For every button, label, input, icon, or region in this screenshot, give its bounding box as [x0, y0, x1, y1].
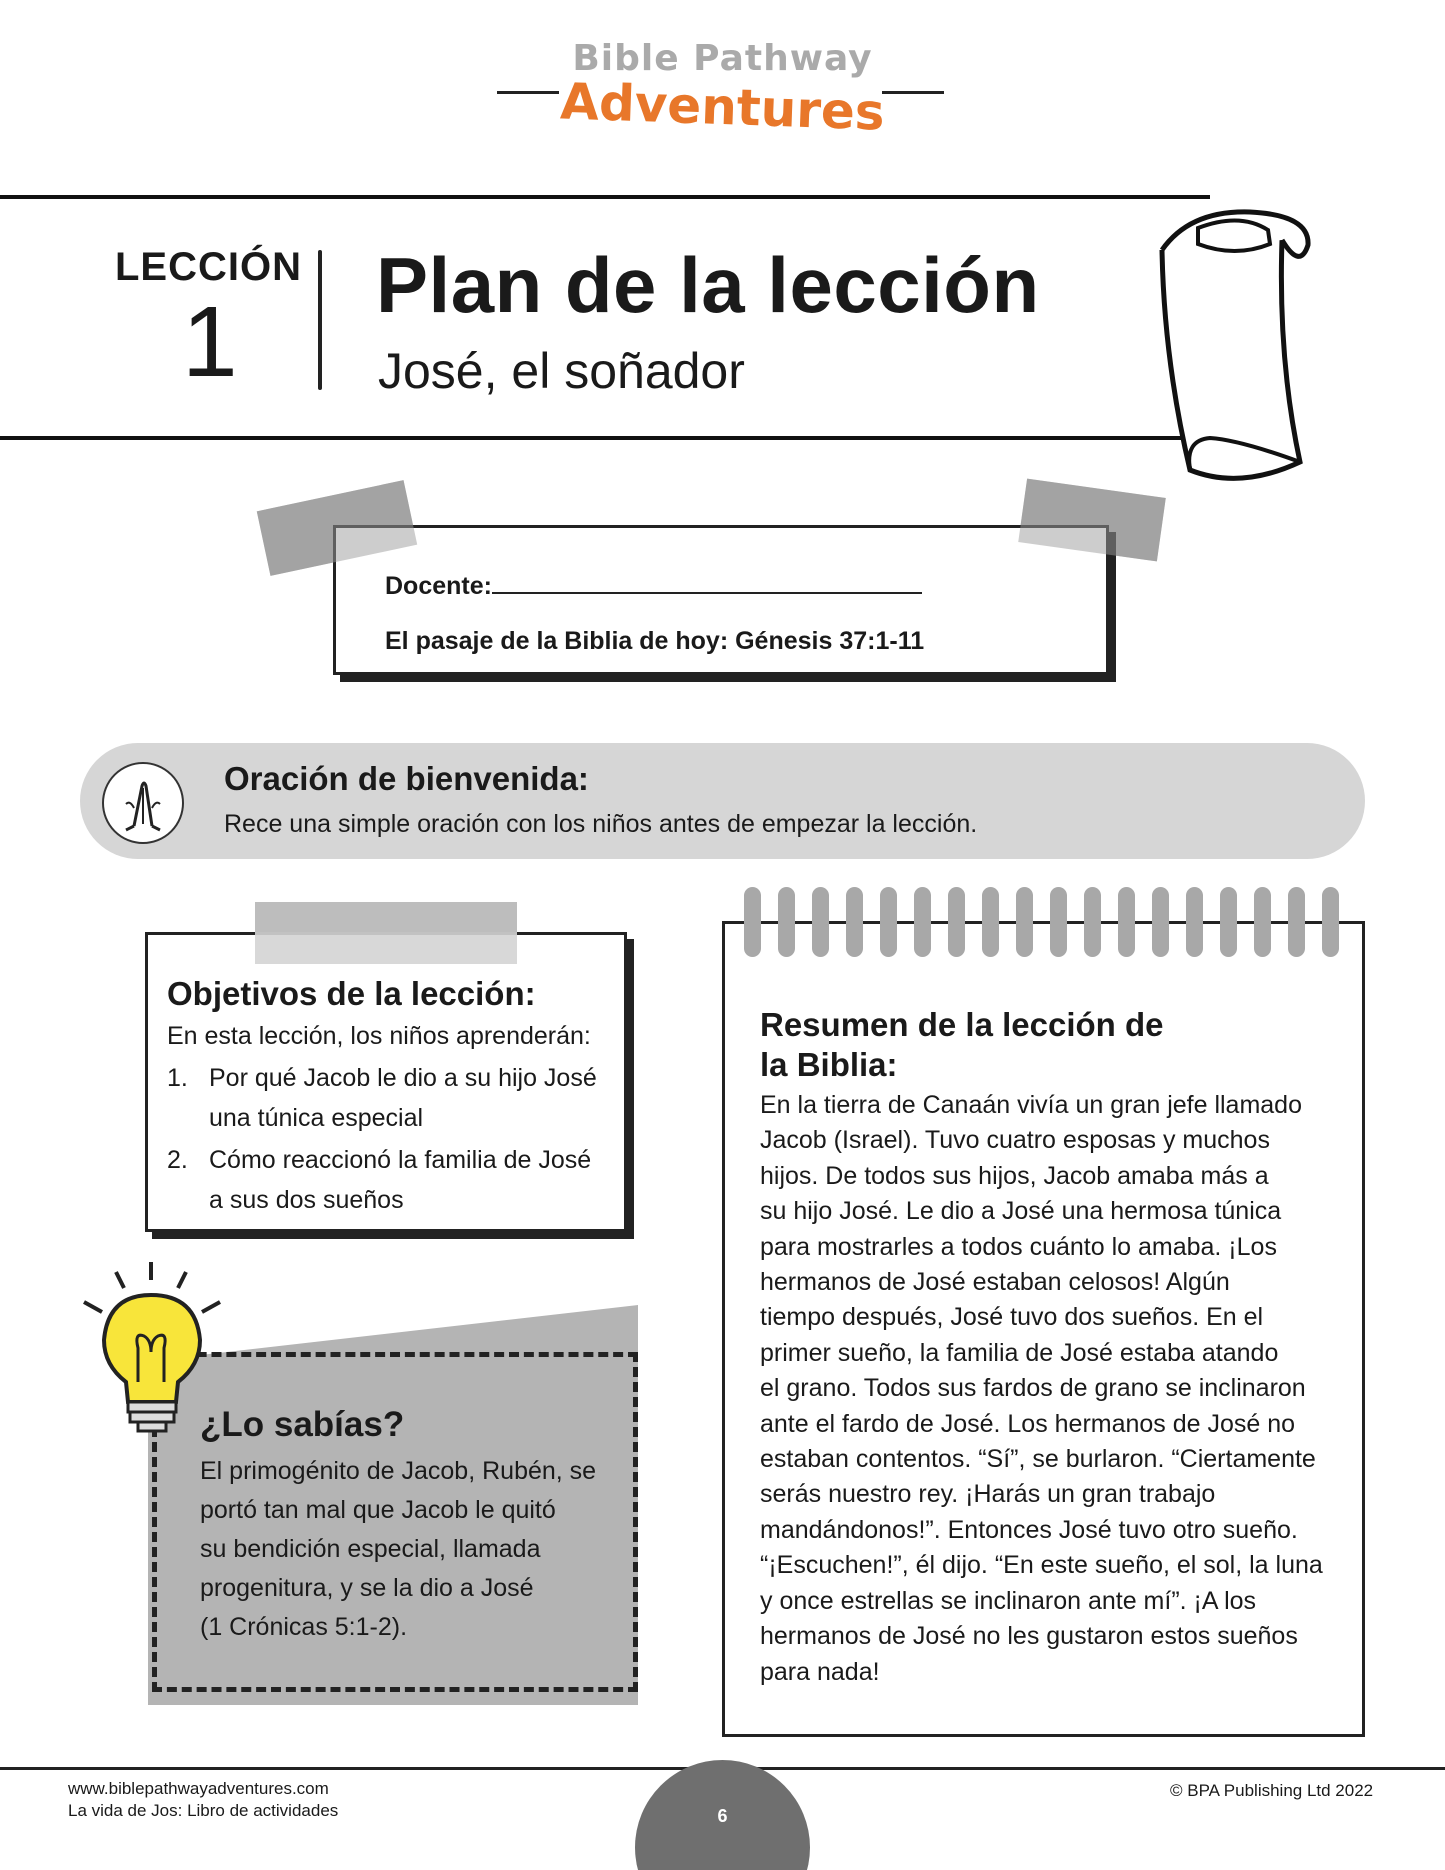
summary-line: mandándonos!”. Entonces José tuvo otro sueño.	[760, 1515, 1298, 1544]
summary-line: el grano. Todos sus fardos de grano se inclinaron	[760, 1374, 1306, 1403]
notebook-ring-icon	[1220, 887, 1237, 957]
notebook-ring-icon	[1050, 887, 1067, 957]
notebook-ring-icon	[1016, 887, 1033, 957]
summary-line: hijos. De todos sus hijos, Jacob amaba más a	[760, 1161, 1269, 1190]
notebook-ring-icon	[880, 887, 897, 957]
notebook-ring-icon	[812, 887, 829, 957]
summary-line: “¡Escuchen!”, él dijo. “En este sueño, el sol, la luna	[760, 1551, 1323, 1580]
prayer-text: Rece una simple oración con los niños antes de empezar la lección.	[224, 810, 978, 838]
page-number: 6	[717, 1806, 728, 1826]
notebook-ring-icon	[846, 887, 863, 957]
summary-line: hermanos de José no les gustaron estos sueños	[760, 1622, 1298, 1651]
did-you-know-line: progenitura, y se la dio a José	[200, 1574, 534, 1602]
summary-line: En la tierra de Canaán vivía un gran jefe llamado	[760, 1091, 1302, 1119]
objectives-intro: En esta lección, los niños aprenderán:	[167, 1022, 591, 1050]
notebook-ring-icon	[1084, 887, 1101, 957]
notebook-ring-icon	[1288, 887, 1305, 957]
footer-book-title: La vida de Jos: Libro de actividades	[68, 1801, 339, 1820]
summary-line: para nada!	[760, 1657, 880, 1686]
praying-hands-icon	[102, 762, 184, 844]
teacher-blank-line[interactable]	[492, 572, 922, 594]
summary-line: su hijo José. Le dio a José una hermosa túnica	[760, 1197, 1282, 1226]
lesson-number: 1	[182, 286, 238, 398]
summary-line: tiempo después, José tuvo dos sueños. En el	[760, 1303, 1264, 1332]
notebook-ring-icon	[948, 887, 965, 957]
objective-number: 1.	[167, 1064, 188, 1092]
summary-line: primer sueño, la familia de José estaba atando	[760, 1338, 1279, 1367]
notebook-ring-icon	[1254, 887, 1271, 957]
notebook-ring-icon	[914, 887, 931, 957]
notebook-ring-icon	[1322, 887, 1339, 957]
objective-line: una túnica especial	[209, 1104, 424, 1132]
notebook-ring-icon	[1186, 887, 1203, 957]
notebook-ring-icon	[1118, 887, 1135, 957]
objective-line: Cómo reaccionó la familia de José	[209, 1146, 592, 1174]
summary-line: hermanos de José estaban celosos! Algún	[760, 1268, 1230, 1297]
did-you-know-line: su bendición especial, llamada	[200, 1535, 541, 1563]
logo-line2: Adventures	[559, 72, 886, 142]
footer-copyright: © BPA Publishing Ltd 2022	[1170, 1781, 1374, 1800]
summary-line: Jacob (Israel). Tuvo cuatro esposas y muchos	[760, 1126, 1270, 1155]
teacher-label: Docente:	[385, 572, 492, 600]
objective-item-2	[167, 1140, 619, 1220]
summary-line: y once estrellas se inclinaron ante mí”. ¡A los	[760, 1586, 1257, 1615]
page-title: Plan de la lección	[376, 241, 1040, 329]
summary-line: serás nuestro rey. ¡Harás un gran trabajo	[760, 1480, 1216, 1509]
notebook-ring-icon	[778, 887, 795, 957]
notebook-ring-icon	[982, 887, 999, 957]
objective-item-1	[167, 1058, 619, 1138]
footer-website[interactable]: www.biblepathwayadventures.com	[68, 1779, 329, 1798]
summary-line: ante el fardo de José. Los hermanos de José no	[760, 1409, 1296, 1438]
summary-title	[760, 1005, 1240, 1085]
notebook-ring-icon	[744, 887, 761, 957]
did-you-know-title: ¿Lo sabías?	[200, 1405, 405, 1444]
did-you-know-text	[200, 1452, 630, 1647]
objective-line: a sus dos sueños	[209, 1186, 404, 1214]
objective-line: Por qué Jacob le dio a su hijo José	[209, 1064, 597, 1092]
lesson-label: LECCIÓN	[115, 245, 302, 289]
objectives-title: Objetivos de la lección:	[167, 975, 536, 1012]
summary-line: para mostrarles a todos cuánto lo amaba. ¡Los	[760, 1232, 1277, 1261]
summary-title-line: Resumen de la lección de	[760, 1006, 1164, 1043]
page-subtitle: José, el soñador	[378, 343, 745, 399]
summary-line: estaban contentos. “Sí”, se burlaron. “Ciertamente	[760, 1445, 1316, 1474]
notebook-ring-icon	[1152, 887, 1169, 957]
title-divider	[318, 250, 322, 390]
logo-line1: Bible Pathway	[572, 38, 873, 79]
did-you-know-line: El primogénito de Jacob, Rubén, se	[200, 1457, 597, 1485]
objectives-tape-overlay	[255, 932, 517, 964]
summary-text	[760, 1088, 1350, 1690]
prayer-title: Oración de bienvenida:	[224, 760, 589, 797]
did-you-know-line: portó tan mal que Jacob le quitó	[200, 1496, 556, 1524]
summary-title-line: la Biblia:	[760, 1046, 898, 1083]
teacher-field[interactable]	[385, 572, 922, 601]
objective-number: 2.	[167, 1146, 188, 1174]
passage-label: El pasaje de la Biblia de hoy: Génesis 37:1-11	[385, 627, 925, 655]
did-you-know-line: (1 Crónicas 5:1-2).	[200, 1613, 408, 1641]
scroll-icon	[1150, 200, 1325, 485]
